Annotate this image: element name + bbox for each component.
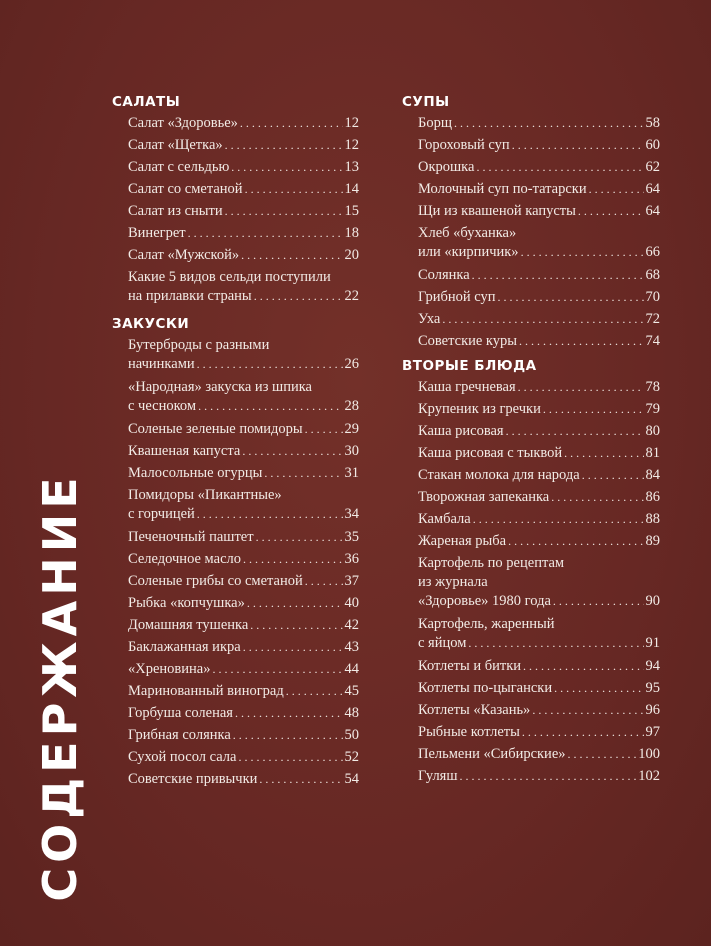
toc-entry-line [128, 704, 359, 723]
toc-entry-title-line: Какие 5 видов сельди поступили [128, 269, 331, 285]
toc-entry-line [418, 288, 660, 307]
toc-entry-title: Окрошка [418, 158, 475, 175]
toc-entry-line [128, 246, 359, 265]
toc-entry-line [418, 202, 660, 221]
toc-entry-line [418, 332, 660, 351]
toc-entry-page-number: 22 [344, 288, 359, 304]
dot-leader [521, 243, 644, 262]
section-heading: СУПЫ [402, 94, 450, 110]
toc-entry-title-line: Хлеб «буханка» [418, 225, 517, 241]
toc-entry-line [418, 532, 660, 551]
toc-entry[interactable] [128, 526, 359, 548]
toc-entry-title-line: Картофель по рецептам [418, 555, 565, 571]
dot-leader [212, 660, 342, 679]
toc-entry-page-number: 35 [344, 528, 359, 545]
toc-entry-page-number: 62 [645, 158, 660, 175]
dot-leader [286, 682, 343, 701]
toc-entry-title-line: Помидоры «Пикантные» [128, 487, 282, 503]
toc-entry-page-number: 78 [645, 378, 660, 395]
toc-entry-list [112, 334, 359, 790]
toc-entry[interactable] [418, 200, 660, 222]
dot-leader [305, 572, 343, 591]
toc-entry-title: Печеночный паштет [128, 528, 254, 545]
dot-leader [473, 510, 644, 529]
dot-leader [522, 723, 644, 742]
dot-leader [523, 657, 643, 676]
toc-entry-title: Крупеник из гречки [418, 400, 541, 417]
dot-leader [518, 378, 644, 397]
dot-leader [188, 224, 343, 243]
toc-entry-line [418, 158, 660, 177]
toc-entry[interactable] [418, 677, 660, 699]
toc-entry-page-number: 86 [645, 488, 660, 505]
toc-entry-line [128, 397, 359, 416]
toc-entry-line [128, 180, 359, 199]
toc-entry[interactable] [128, 244, 359, 266]
toc-entry[interactable] [418, 264, 660, 286]
toc-entry-line [128, 616, 359, 635]
dot-leader [472, 266, 644, 285]
toc-entry-page-number: 72 [645, 310, 660, 327]
dot-leader [243, 638, 343, 657]
toc-entry[interactable] [128, 222, 359, 244]
toc-entry-page-number: 66 [645, 244, 660, 260]
dot-leader [568, 745, 637, 764]
toc-entry-title: с чесноком [128, 398, 197, 414]
toc-entry-title-line: Бутерброды с разными [128, 337, 270, 353]
toc-entry-page-number: 79 [645, 400, 660, 417]
toc-entry-page-number: 95 [645, 679, 660, 696]
dot-leader [543, 400, 644, 419]
toc-entry-page-number: 94 [645, 657, 660, 674]
toc-entry-line [418, 488, 660, 507]
dot-leader [247, 594, 343, 613]
toc-entry-line [128, 528, 359, 547]
dot-leader [225, 136, 343, 155]
dot-leader [240, 114, 343, 133]
toc-entry[interactable] [128, 200, 359, 222]
dot-leader [305, 420, 343, 439]
toc-entry-title: Салат «Мужской» [128, 246, 240, 263]
dot-leader [197, 505, 343, 524]
toc-entry-page-number: 12 [344, 114, 359, 131]
toc-entry-line [128, 355, 359, 374]
dot-leader [198, 397, 342, 416]
toc-entry-page-number: 30 [344, 442, 359, 459]
toc-entry-title-line: Картофель, жаренный [418, 616, 555, 632]
toc-entry-page-number: 68 [645, 266, 660, 283]
toc-entry-page-number: 60 [645, 136, 660, 153]
toc-entry[interactable] [128, 614, 359, 636]
toc-entry-title: Домашняя тушенка [128, 616, 249, 633]
toc-entry-line [418, 422, 660, 441]
toc-entry-title: Салат «Щетка» [128, 136, 223, 153]
toc-entry-page-number: 80 [645, 422, 660, 439]
toc-entry-line [418, 657, 660, 676]
toc-entry-title: Рыбка «копчушка» [128, 594, 245, 611]
toc-entry[interactable] [418, 530, 660, 552]
dot-leader [582, 466, 644, 485]
toc-entry-title: Салат «Здоровье» [128, 114, 238, 131]
toc-column-left [112, 92, 359, 790]
dot-leader [225, 202, 343, 221]
toc-entry-page-number: 100 [638, 745, 660, 762]
toc-entry[interactable] [418, 156, 660, 178]
dot-leader [231, 158, 342, 177]
dot-leader [460, 767, 637, 786]
toc-entry-line [128, 682, 359, 701]
dot-leader [519, 332, 643, 351]
dot-leader [554, 679, 643, 698]
toc-entry-page-number: 13 [344, 158, 359, 175]
toc-entry-title: Творожная запеканка [418, 488, 550, 505]
toc-entry-title: начинками [128, 356, 195, 372]
toc-entry-line [418, 679, 660, 698]
dot-leader [512, 136, 644, 155]
toc-entry[interactable] [418, 464, 660, 486]
toc-entry-list [402, 376, 660, 787]
toc-entry[interactable] [128, 484, 359, 526]
toc-entry-line [418, 745, 660, 764]
toc-entry-line [418, 767, 660, 786]
toc-entry[interactable] [418, 508, 660, 530]
toc-entry-page-number: 96 [645, 701, 660, 718]
toc-entry-title: Советские привычки [128, 770, 258, 787]
dot-leader [442, 310, 643, 329]
toc-entry-title: Стакан молока для народа [418, 466, 580, 483]
toc-entry[interactable] [418, 699, 660, 721]
toc-entry[interactable] [128, 746, 359, 768]
toc-entry-title: Солянка [418, 266, 470, 283]
toc-entry[interactable] [128, 462, 359, 484]
dot-leader [454, 114, 644, 133]
toc-entry[interactable] [128, 376, 359, 418]
dot-leader [256, 528, 343, 547]
toc-entry-title: Каша рисовая [418, 422, 504, 439]
toc-entry[interactable] [418, 308, 660, 330]
dot-leader [197, 355, 343, 374]
toc-entry-page-number: 20 [344, 246, 359, 263]
toc-entry-title: Котлеты «Казань» [418, 701, 531, 718]
toc-entry-title: Каша гречневая [418, 378, 516, 395]
toc-entry-page-number: 18 [344, 224, 359, 241]
toc-entry-line [128, 287, 359, 306]
toc-entry[interactable] [128, 334, 359, 376]
toc-entry-title: «Хреновина» [128, 660, 211, 677]
toc-entry[interactable] [418, 330, 660, 352]
toc-entry-title: Соленые грибы со сметаной [128, 572, 303, 589]
toc-entry-line [128, 136, 359, 155]
toc-entry[interactable] [418, 486, 660, 508]
toc-entry[interactable] [418, 552, 660, 613]
toc-entry-list [112, 112, 359, 308]
toc-entry-title-line: «Народная» закуска из шпика [128, 379, 312, 395]
dot-leader [235, 704, 343, 723]
toc-entry-line [128, 464, 359, 483]
toc-entry-page-number: 52 [344, 748, 359, 765]
toc-entry-page-number: 14 [344, 180, 359, 197]
toc-entry[interactable] [128, 680, 359, 702]
toc-entry-line [418, 400, 660, 419]
toc-entry-line [128, 420, 359, 439]
toc-entry[interactable] [418, 721, 660, 743]
toc-entry-title: Винегрет [128, 224, 186, 241]
toc-entry-title: с горчицей [128, 506, 195, 522]
toc-entry-line [418, 510, 660, 529]
toc-entry-page-number: 28 [344, 398, 359, 414]
toc-entry-line [418, 180, 660, 199]
dot-leader [242, 442, 342, 461]
toc-entry[interactable] [418, 112, 660, 134]
toc-entry[interactable] [418, 376, 660, 398]
toc-entry-title: Котлеты по-цыгански [418, 679, 553, 696]
toc-entry-title: Камбала [418, 510, 471, 527]
dot-leader [578, 202, 644, 221]
toc-entry-page-number: 64 [645, 180, 660, 197]
toc-entry-title: Советские куры [418, 332, 518, 349]
toc-entry-title: Молочный суп по-татарски [418, 180, 587, 197]
toc-entry-page-number: 70 [645, 288, 660, 305]
dot-leader [498, 288, 644, 307]
toc-entry-line [128, 442, 359, 461]
toc-entry-page-number: 15 [344, 202, 359, 219]
toc-entry-line [128, 572, 359, 591]
dot-leader [259, 770, 342, 789]
toc-entry-title: Горбуша соленая [128, 704, 233, 721]
toc-entry[interactable] [418, 398, 660, 420]
toc-entry[interactable] [128, 266, 359, 308]
toc-entry-title: Салат с сельдью [128, 158, 230, 175]
toc-entry-title: Уха [418, 310, 441, 327]
toc-entry-line [128, 770, 359, 789]
toc-entry-title: Маринованный виноград [128, 682, 284, 699]
toc-entry-title: Гуляш [418, 767, 458, 784]
dot-leader [254, 287, 343, 306]
toc-entry-page-number: 54 [344, 770, 359, 787]
toc-entry[interactable] [418, 765, 660, 787]
toc-entry-page-number: 84 [645, 466, 660, 483]
toc-entry-line [128, 114, 359, 133]
toc-entry-title: Квашеная капуста [128, 442, 241, 459]
toc-entry-line [128, 550, 359, 569]
toc-entry-page-number: 88 [645, 510, 660, 527]
toc-entry-line [418, 466, 660, 485]
toc-entry[interactable] [128, 156, 359, 178]
toc-entry[interactable] [418, 655, 660, 677]
toc-entry[interactable] [128, 548, 359, 570]
section-heading: ЗАКУСКИ [112, 316, 190, 332]
toc-entry-line [418, 723, 660, 742]
toc-entry-page-number: 43 [344, 638, 359, 655]
toc-entry-page-number: 36 [344, 550, 359, 567]
toc-entry-page-number: 89 [645, 532, 660, 549]
toc-entry-page-number: 45 [344, 682, 359, 699]
dot-leader [250, 616, 342, 635]
toc-entry[interactable] [128, 134, 359, 156]
toc-entry-title: Борщ [418, 114, 452, 131]
toc-entry-page-number: 74 [645, 332, 660, 349]
toc-entry-line [128, 224, 359, 243]
toc-entry-page-number: 31 [344, 464, 359, 481]
toc-entry-page-number: 34 [344, 506, 359, 522]
toc-entry-page-number: 40 [344, 594, 359, 611]
toc-entry-title: Селедочное масло [128, 550, 241, 567]
dot-leader [233, 726, 343, 745]
toc-entry[interactable] [418, 743, 660, 765]
toc-entry[interactable] [128, 178, 359, 200]
toc-entry-title-line: из журнала [418, 574, 488, 590]
dot-leader [264, 464, 342, 483]
toc-column-right [402, 92, 660, 787]
toc-entry[interactable] [418, 613, 660, 655]
toc-entry[interactable] [418, 222, 660, 264]
toc-entry-line [418, 378, 660, 397]
dot-leader [476, 158, 643, 177]
toc-entry-page-number: 37 [344, 572, 359, 589]
dot-leader [245, 180, 343, 199]
toc-entry[interactable] [128, 592, 359, 614]
toc-entry-title: Жареная рыба [418, 532, 507, 549]
toc-entry-title: Сухой посол сала [128, 748, 237, 765]
toc-entry[interactable] [128, 768, 359, 790]
dot-leader [243, 550, 343, 569]
toc-entry-line [418, 592, 660, 611]
vertical-page-title-block [22, 472, 98, 902]
toc-entry-page-number: 29 [344, 420, 359, 437]
toc-entry-page-number: 50 [344, 726, 359, 743]
toc-entry-line [418, 310, 660, 329]
toc-entry[interactable] [128, 440, 359, 462]
dot-leader [506, 422, 644, 441]
toc-entry[interactable] [418, 420, 660, 442]
toc-entry-title: Пельмени «Сибирские» [418, 745, 566, 762]
toc-entry-page-number: 102 [638, 767, 660, 784]
toc-entry-title: Гороховый суп [418, 136, 510, 153]
toc-entry-title: Грибной суп [418, 288, 496, 305]
toc-entry[interactable] [128, 418, 359, 440]
toc-entry-page-number: 12 [344, 136, 359, 153]
toc-entry-title: Каша рисовая с тыквой [418, 444, 563, 461]
toc-entry-line [128, 726, 359, 745]
toc-entry[interactable] [418, 134, 660, 156]
toc-entry-line [418, 634, 660, 653]
toc-entry[interactable] [128, 570, 359, 592]
toc-entry-page-number: 91 [645, 635, 660, 651]
toc-entry-line [418, 136, 660, 155]
toc-entry-line [128, 748, 359, 767]
toc-entry-title: с яйцом [418, 635, 467, 651]
toc-entry[interactable] [418, 286, 660, 308]
toc-entry-title: Салат со сметаной [128, 180, 243, 197]
toc-entry-line [128, 594, 359, 613]
toc-entry-title: Салат из сныти [128, 202, 223, 219]
toc-entry-page-number: 81 [645, 444, 660, 461]
toc-entry-title: Котлеты и битки [418, 657, 522, 674]
toc-entry-page-number: 48 [344, 704, 359, 721]
toc-entry-title: Баклажанная икра [128, 638, 241, 655]
section-heading: ВТОРЫЕ БЛЮДА [402, 358, 537, 374]
dot-leader [564, 444, 643, 463]
dot-leader [238, 748, 342, 767]
dot-leader [532, 701, 643, 720]
toc-entry-line [418, 701, 660, 720]
dot-leader [551, 488, 643, 507]
toc-entry-title: на прилавки страны [128, 288, 252, 304]
toc-entry-list [402, 112, 660, 352]
toc-entry-title: Малосольные огурцы [128, 464, 263, 481]
section-heading: САЛАТЫ [112, 94, 181, 110]
toc-entry-page-number: 42 [344, 616, 359, 633]
toc-entry-title: Соленые зеленые помидоры [128, 420, 303, 437]
toc-entry-title: Грибная солянка [128, 726, 231, 743]
dot-leader [241, 246, 342, 265]
toc-entry-title: Рыбные котлеты [418, 723, 520, 740]
toc-entry[interactable] [128, 658, 359, 680]
toc-entry[interactable] [128, 636, 359, 658]
toc-entry-page-number: 64 [645, 202, 660, 219]
toc-entry[interactable] [128, 702, 359, 724]
toc-entry-line [418, 266, 660, 285]
toc-entry-line [128, 505, 359, 524]
toc-entry-page-number: 58 [645, 114, 660, 131]
toc-entry-line [128, 202, 359, 221]
toc-entry[interactable] [418, 178, 660, 200]
page-title: СОДЕРЖАНИЕ [33, 472, 87, 902]
toc-entry-line [128, 158, 359, 177]
toc-entry-line [418, 444, 660, 463]
toc-entry-line [418, 114, 660, 133]
toc-entry-page-number: 44 [344, 660, 359, 677]
toc-entry[interactable] [418, 442, 660, 464]
toc-entry-page-number: 90 [645, 593, 660, 609]
toc-entry-title: «Здоровье» 1980 года [418, 593, 551, 609]
toc-entry-page-number: 26 [344, 356, 359, 372]
toc-entry-page-number: 97 [645, 723, 660, 740]
dot-leader [589, 180, 644, 199]
toc-entry-line [418, 243, 660, 262]
toc-entry-title: Щи из квашеной капусты [418, 202, 576, 219]
toc-entry-line [128, 638, 359, 657]
dot-leader [508, 532, 643, 551]
toc-entry-title: или «кирпичик» [418, 244, 519, 260]
toc-entry[interactable] [128, 112, 359, 134]
toc-entry[interactable] [128, 724, 359, 746]
dot-leader [468, 634, 643, 653]
toc-entry-line [128, 660, 359, 679]
dot-leader [553, 592, 644, 611]
